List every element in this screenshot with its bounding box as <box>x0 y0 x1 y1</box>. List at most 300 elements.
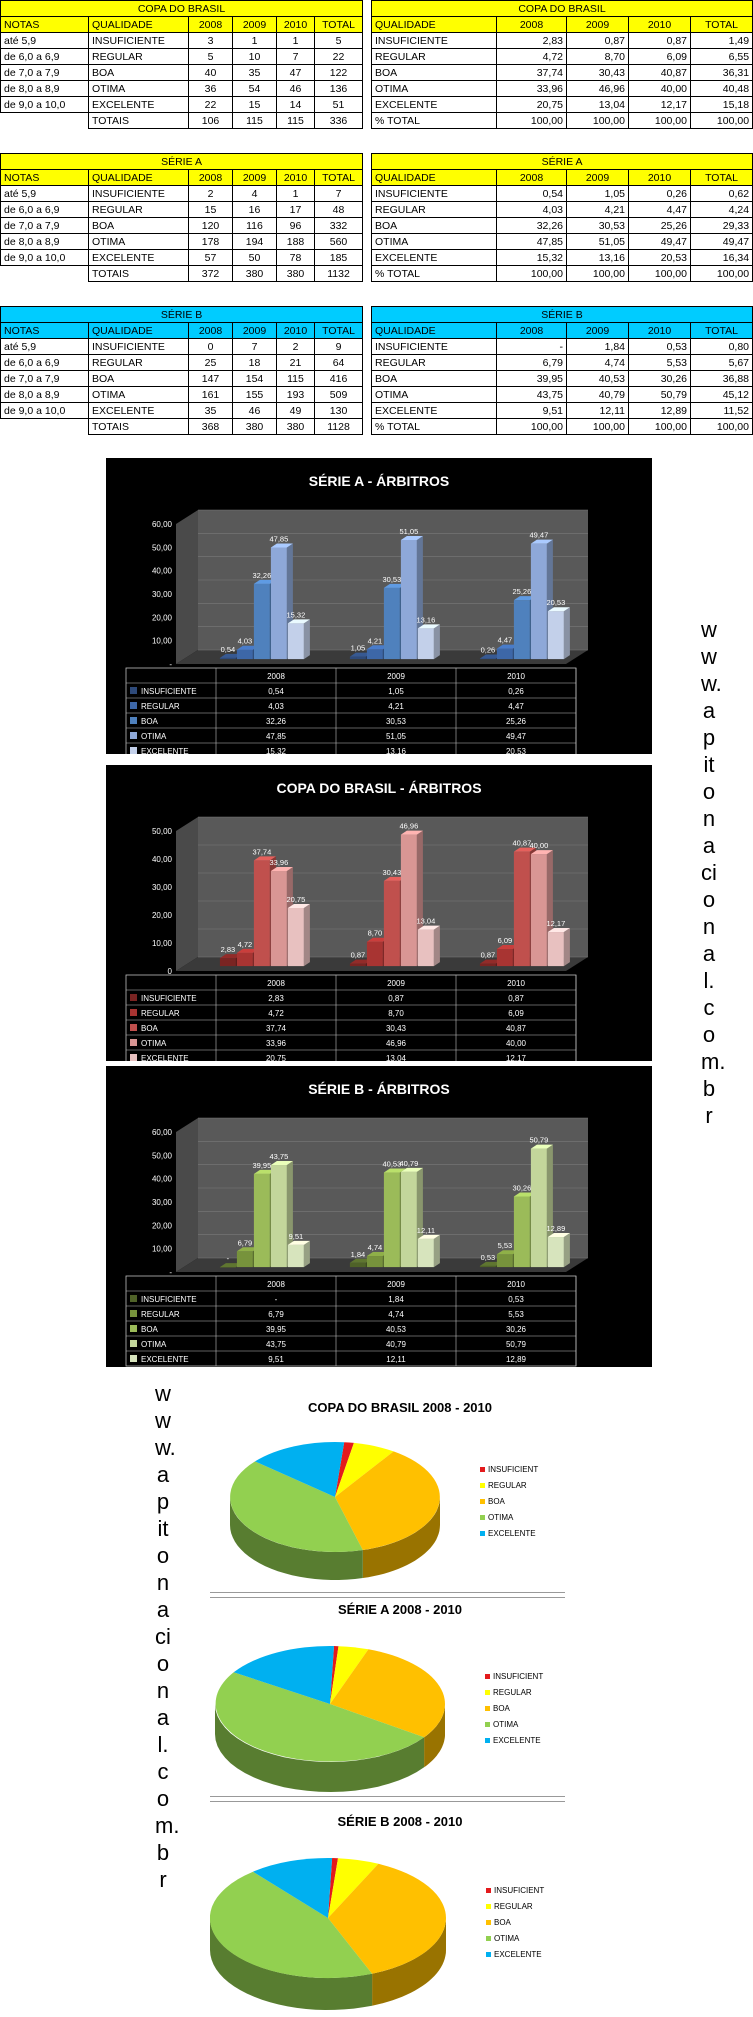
table-cell: 49 <box>277 403 315 419</box>
table-cell: de 6,0 a 6,9 <box>1 202 89 218</box>
table-cell: 13,16 <box>567 250 629 266</box>
legend-swatch <box>480 1467 485 1472</box>
table-cell: 100,00 <box>629 266 691 282</box>
table-cell: 0,26 <box>629 186 691 202</box>
table-header-cell: 2008 <box>189 17 233 33</box>
table-row <box>372 234 753 250</box>
table-cell: 100,00 <box>629 113 691 129</box>
table-cell: 106 <box>189 113 233 129</box>
table-header-cell: NOTAS <box>1 17 89 33</box>
table-cell: 1,49 <box>691 33 753 49</box>
data-table-value: 12,17 <box>505 1054 527 1061</box>
data-table-value: 9,51 <box>268 1355 284 1364</box>
y-tick-label: 40,00 <box>151 566 172 576</box>
data-label: 13,16 <box>416 615 436 625</box>
legend-label: EXCELENTE <box>494 1950 542 1959</box>
table-header-cell: TOTAL <box>315 17 363 33</box>
table-cell: 6,09 <box>629 49 691 65</box>
table-header-cell: QUALIDADE <box>89 170 189 186</box>
table-cell: % TOTAL <box>372 113 497 129</box>
table-cell: 33,96 <box>497 81 567 97</box>
legend-label: EXCELENTE <box>141 1054 189 1061</box>
table-cell: 25,26 <box>629 218 691 234</box>
table-cell: 64 <box>315 355 363 371</box>
data-table-value: 1,05 <box>388 687 404 696</box>
data-label: 50,79 <box>529 1135 549 1145</box>
table-cell: 380 <box>277 266 315 282</box>
table-cell: 4,72 <box>497 49 567 65</box>
y-tick-label: 20,00 <box>151 911 172 920</box>
data-table-value: 6,79 <box>268 1310 284 1319</box>
legend-swatch <box>130 994 137 1001</box>
table-cell: 47 <box>277 65 315 81</box>
table-cell: 193 <box>277 387 315 403</box>
table-row <box>372 81 753 97</box>
table-cell: 9 <box>315 339 363 355</box>
table-row <box>372 218 753 234</box>
chart-title: SÉRIE B 2008 - 2010 <box>337 1814 463 1829</box>
legend-swatch <box>480 1499 485 1504</box>
table-cell: 51 <box>315 97 363 113</box>
table-cell: INSUFICIENTE <box>372 33 497 49</box>
data-label: 4,21 <box>367 636 383 646</box>
chart-title: SÉRIE A - ÁRBITROS <box>308 473 450 489</box>
watermark-left <box>150 1380 180 1893</box>
data-table-value: 51,05 <box>385 732 407 741</box>
copa-pct-table <box>371 0 753 129</box>
table-cell: 39,95 <box>497 371 567 387</box>
table-header-cell: 2008 <box>497 17 567 33</box>
table-total-row <box>372 419 753 435</box>
data-label: 47,85 <box>269 534 289 544</box>
table-cell: 122 <box>315 65 363 81</box>
table-cell: 40,48 <box>691 81 753 97</box>
data-table-value: 15,32 <box>265 747 287 754</box>
table-cell: 9,51 <box>497 403 567 419</box>
legend-swatch <box>480 1515 485 1520</box>
y-tick-label: 40,00 <box>151 1174 172 1184</box>
table-cell: 20,75 <box>497 97 567 113</box>
table-cell: 4,47 <box>629 202 691 218</box>
table-cell: 40,79 <box>567 387 629 403</box>
table-cell: 45,12 <box>691 387 753 403</box>
table-cell: EXCELENTE <box>372 403 497 419</box>
table-cell: 22 <box>189 97 233 113</box>
data-table-value: 12,11 <box>386 1355 406 1364</box>
table-header-cell: 2010 <box>629 17 691 33</box>
table-cell: 4,03 <box>497 202 567 218</box>
legend-swatch <box>486 1920 491 1925</box>
table-cell: 7 <box>233 339 277 355</box>
chart-title: SÉRIE B - ÁRBITROS <box>308 1081 450 1097</box>
table-row <box>1 371 363 387</box>
table-row <box>372 403 753 419</box>
data-label: 4,74 <box>367 1243 383 1253</box>
table-header-cell: TOTAL <box>691 170 753 186</box>
bar <box>418 1235 440 1267</box>
table-cell: OTIMA <box>372 387 497 403</box>
table-cell: 380 <box>233 419 277 435</box>
seriea-pct-table <box>371 153 753 282</box>
legend-label: EXCELENTE <box>141 747 189 754</box>
table-cell: 178 <box>189 234 233 250</box>
table-row <box>372 250 753 266</box>
data-label: 37,74 <box>252 847 272 857</box>
table-cell: 78 <box>277 250 315 266</box>
data-table-value: 30,53 <box>385 717 407 726</box>
seriea-bar-chart <box>106 458 652 754</box>
legend-swatch <box>130 1310 137 1317</box>
table-cell: 40 <box>189 65 233 81</box>
bar <box>548 928 570 966</box>
table-header-cell: TOTAL <box>315 323 363 339</box>
table-cell: 147 <box>189 371 233 387</box>
table-cell: 0,87 <box>567 33 629 49</box>
table-cell: OTIMA <box>89 81 189 97</box>
table-cell: 2,83 <box>497 33 567 49</box>
table-row <box>1 97 363 113</box>
data-label: 12,17 <box>546 919 566 929</box>
table-cell: 100,00 <box>567 419 629 435</box>
legend-swatch <box>486 1952 491 1957</box>
table-row <box>372 202 753 218</box>
copa-bar-chart <box>106 765 652 1061</box>
table-title: SÉRIE A <box>372 154 753 170</box>
table-cell: 50 <box>233 250 277 266</box>
pie-separator <box>210 1592 565 1598</box>
table-cell: 4,21 <box>567 202 629 218</box>
data-table-value: 0,26 <box>508 687 524 696</box>
legend-label: BOA <box>141 717 158 726</box>
table-cell: TOTAIS <box>89 113 189 129</box>
data-label: 0,26 <box>480 645 496 655</box>
y-tick-label: 10,00 <box>151 636 172 646</box>
data-table-value: 8,70 <box>388 1009 404 1018</box>
table-cell: REGULAR <box>89 202 189 218</box>
table-cell: OTIMA <box>372 81 497 97</box>
legend-swatch <box>130 1355 137 1362</box>
table-cell: 15 <box>233 97 277 113</box>
table-cell: 5 <box>315 33 363 49</box>
legend-swatch <box>130 1024 137 1031</box>
table-cell: % TOTAL <box>372 419 497 435</box>
legend-label: BOA <box>488 1497 505 1506</box>
data-table-value: 33,96 <box>265 1039 287 1048</box>
table-cell: 100,00 <box>691 113 753 129</box>
chart-title: COPA DO BRASIL - ÁRBITROS <box>276 780 482 796</box>
data-table-value: 13,04 <box>385 1054 407 1061</box>
legend-label: BOA <box>141 1024 158 1033</box>
data-label: - <box>226 1254 230 1264</box>
table-cell: de 6,0 a 6,9 <box>1 355 89 371</box>
plot-side-wall <box>176 510 198 664</box>
legend-swatch <box>130 1325 137 1332</box>
table-cell: 13,04 <box>567 97 629 113</box>
table-cell: 509 <box>315 387 363 403</box>
table-cell: 0,87 <box>629 33 691 49</box>
data-label: 49,47 <box>529 530 549 540</box>
table-cell: 36,88 <box>691 371 753 387</box>
table-cell: - <box>497 339 567 355</box>
table-header-cell: QUALIDADE <box>372 323 497 339</box>
table-cell: 22 <box>315 49 363 65</box>
data-label: 20,53 <box>546 598 566 608</box>
copa-counts-table <box>0 0 363 129</box>
data-table-value: 50,79 <box>505 1340 527 1349</box>
table-total-row <box>372 113 753 129</box>
data-table-value: - <box>274 1295 278 1304</box>
y-tick-label: 10,00 <box>151 939 172 948</box>
legend-swatch <box>485 1738 490 1743</box>
table-total-row <box>1 266 363 282</box>
y-tick-label: 50,00 <box>151 1151 172 1161</box>
y-tick-label: 20,00 <box>151 1221 172 1231</box>
table-header-cell: QUALIDADE <box>372 17 497 33</box>
table-cell: 161 <box>189 387 233 403</box>
table-cell: 37,74 <box>497 65 567 81</box>
table-cell: TOTAIS <box>89 419 189 435</box>
watermark-right <box>696 616 726 1129</box>
category-label: 2009 <box>387 672 405 681</box>
table-header-cell: 2009 <box>233 17 277 33</box>
category-label: 2008 <box>267 979 285 988</box>
data-table-value: 0,53 <box>508 1295 524 1304</box>
table-row <box>372 339 753 355</box>
legend-swatch <box>486 1936 491 1941</box>
data-table-value: 5,53 <box>508 1310 524 1319</box>
serieb-pie-chart <box>210 1806 630 2016</box>
table-cell: INSUFICIENTE <box>372 339 497 355</box>
data-label: 0,87 <box>350 950 366 960</box>
data-table-value: 6,09 <box>508 1009 524 1018</box>
table-cell: BOA <box>372 218 497 234</box>
table-cell: OTIMA <box>89 387 189 403</box>
table-row <box>1 65 363 81</box>
table-cell: 336 <box>315 113 363 129</box>
y-tick-label: 60,00 <box>151 1128 172 1137</box>
legend-label: EXCELENTE <box>488 1529 536 1538</box>
data-table-value: 1,84 <box>388 1295 404 1304</box>
table-row <box>372 387 753 403</box>
data-table-value: 2,83 <box>268 994 284 1003</box>
table-cell: EXCELENTE <box>89 97 189 113</box>
table-cell: 16 <box>233 202 277 218</box>
table-header-cell: NOTAS <box>1 170 89 186</box>
table-row <box>1 186 363 202</box>
data-label: 32,26 <box>252 570 272 580</box>
data-table-value: 0,87 <box>388 994 404 1003</box>
table-cell: 15 <box>189 202 233 218</box>
table-header-cell: 2009 <box>567 170 629 186</box>
data-label: 4,03 <box>237 636 253 646</box>
table-cell: 332 <box>315 218 363 234</box>
table-row <box>1 387 363 403</box>
table-cell: 46 <box>233 403 277 419</box>
table-cell: de 9,0 a 10,0 <box>1 250 89 266</box>
y-tick-label: 50,00 <box>151 543 172 553</box>
watermark-text: www.apitonacional.com.br <box>701 617 726 1128</box>
table-cell: 30,26 <box>629 371 691 387</box>
table-cell: 54 <box>233 81 277 97</box>
table-cell: 40,53 <box>567 371 629 387</box>
table-cell: 5,53 <box>629 355 691 371</box>
table-cell: 115 <box>277 113 315 129</box>
legend-label: INSUFICIENT <box>493 1672 544 1681</box>
table-cell: EXCELENTE <box>372 97 497 113</box>
data-label: 1,84 <box>350 1249 366 1259</box>
category-label: 2010 <box>507 979 525 988</box>
legend-swatch <box>130 702 137 709</box>
table-cell: de 8,0 a 8,9 <box>1 234 89 250</box>
y-tick-label: 60,00 <box>151 520 172 529</box>
table-cell: 100,00 <box>497 419 567 435</box>
table-cell: 35 <box>233 65 277 81</box>
table-cell: INSUFICIENTE <box>89 339 189 355</box>
table-row <box>1 202 363 218</box>
table-header-cell: 2010 <box>629 323 691 339</box>
table-cell: até 5,9 <box>1 339 89 355</box>
table-cell: 115 <box>233 113 277 129</box>
table-cell: REGULAR <box>89 49 189 65</box>
table-cell: 36,31 <box>691 65 753 81</box>
table-cell: 50,79 <box>629 387 691 403</box>
data-table-value: 0,87 <box>508 994 524 1003</box>
data-table-value: 40,87 <box>505 1024 527 1033</box>
table-header-cell: 2009 <box>567 323 629 339</box>
data-label: 8,70 <box>367 928 383 938</box>
data-label: 40,87 <box>512 838 532 848</box>
table-cell: BOA <box>89 218 189 234</box>
table-cell: 100,00 <box>567 113 629 129</box>
table-cell: OTIMA <box>89 234 189 250</box>
table-cell: 7 <box>315 186 363 202</box>
table-cell: REGULAR <box>89 355 189 371</box>
table-cell: 43,75 <box>497 387 567 403</box>
table-row <box>1 33 363 49</box>
bar <box>288 904 310 966</box>
table-header-cell: 2009 <box>233 170 277 186</box>
category-label: 2008 <box>267 672 285 681</box>
table-cell: 47,85 <box>497 234 567 250</box>
plot-side-wall <box>176 817 198 971</box>
data-table-value: 37,74 <box>265 1024 287 1033</box>
table-cell: 8,70 <box>567 49 629 65</box>
table-cell: 4 <box>233 186 277 202</box>
legend-swatch <box>486 1888 491 1893</box>
table-cell <box>1 419 89 435</box>
legend-swatch <box>130 747 137 754</box>
y-tick-label: 30,00 <box>151 1198 172 1207</box>
table-cell: 15,32 <box>497 250 567 266</box>
table-cell: 372 <box>189 266 233 282</box>
table-title: COPA DO BRASIL <box>1 1 363 17</box>
data-label: 12,11 <box>416 1225 436 1235</box>
data-label: 6,09 <box>497 936 513 946</box>
data-label: 30,26 <box>512 1183 532 1193</box>
category-label: 2010 <box>507 1280 525 1289</box>
data-table-value: 4,03 <box>268 702 284 711</box>
table-cell: 15,18 <box>691 97 753 113</box>
table-cell: 40,87 <box>629 65 691 81</box>
y-tick-label: 50,00 <box>151 827 172 836</box>
data-label: 12,89 <box>546 1224 566 1234</box>
table-cell: 29,33 <box>691 218 753 234</box>
table-cell: 194 <box>233 234 277 250</box>
table-cell: 2 <box>189 186 233 202</box>
table-row <box>372 186 753 202</box>
table-cell: 100,00 <box>497 113 567 129</box>
table-cell: 136 <box>315 81 363 97</box>
legend-label: REGULAR <box>141 1009 180 1018</box>
legend-label: REGULAR <box>494 1902 533 1911</box>
table-header-cell: 2010 <box>277 323 315 339</box>
table-cell: de 8,0 a 8,9 <box>1 81 89 97</box>
table-cell: de 7,0 a 7,9 <box>1 371 89 387</box>
table-cell: 49,47 <box>629 234 691 250</box>
table-cell: 100,00 <box>691 266 753 282</box>
table-cell: 6,79 <box>497 355 567 371</box>
y-tick-label: 40,00 <box>151 855 172 864</box>
table-cell: 120 <box>189 218 233 234</box>
data-table-value: 47,85 <box>265 732 287 741</box>
table-cell: 46 <box>277 81 315 97</box>
table-cell: 12,17 <box>629 97 691 113</box>
data-label: 2,83 <box>220 945 236 955</box>
table-cell <box>1 113 89 129</box>
watermark-text: www.apitonacional.com.br <box>155 1381 180 1892</box>
legend-swatch <box>130 1295 137 1302</box>
y-tick-label: - <box>169 1268 172 1277</box>
table-cell: 1,05 <box>567 186 629 202</box>
table-row <box>1 81 363 97</box>
legend-swatch <box>485 1706 490 1711</box>
table-cell: EXCELENTE <box>372 250 497 266</box>
table-header-cell: QUALIDADE <box>372 170 497 186</box>
bar <box>288 619 310 659</box>
bar <box>288 1241 310 1267</box>
table-cell: 100,00 <box>691 419 753 435</box>
legend-label: REGULAR <box>493 1688 532 1697</box>
data-label: 4,47 <box>497 635 513 645</box>
copa-pie-chart <box>210 1392 630 1588</box>
table-cell: BOA <box>372 65 497 81</box>
table-cell: % TOTAL <box>372 266 497 282</box>
data-label: 39,95 <box>252 1160 272 1170</box>
table-cell: 17 <box>277 202 315 218</box>
table-cell: 560 <box>315 234 363 250</box>
legend-label: EXCELENTE <box>141 1355 189 1364</box>
table-cell: 96 <box>277 218 315 234</box>
table-cell: INSUFICIENTE <box>89 33 189 49</box>
table-cell: 1 <box>277 186 315 202</box>
table-cell: TOTAIS <box>89 266 189 282</box>
table-cell: 380 <box>277 419 315 435</box>
table-cell: 0 <box>189 339 233 355</box>
legend-label: OTIMA <box>494 1934 520 1943</box>
table-cell: 46,96 <box>567 81 629 97</box>
table-title: SÉRIE A <box>1 154 363 170</box>
table-row <box>372 355 753 371</box>
table-row <box>372 33 753 49</box>
table-cell: 380 <box>233 266 277 282</box>
table-cell: 32,26 <box>497 218 567 234</box>
table-header-cell: 2010 <box>277 17 315 33</box>
table-cell: EXCELENTE <box>89 250 189 266</box>
legend-swatch <box>480 1531 485 1536</box>
table-row <box>1 339 363 355</box>
data-label: 1,05 <box>350 643 366 653</box>
table-cell: 30,53 <box>567 218 629 234</box>
